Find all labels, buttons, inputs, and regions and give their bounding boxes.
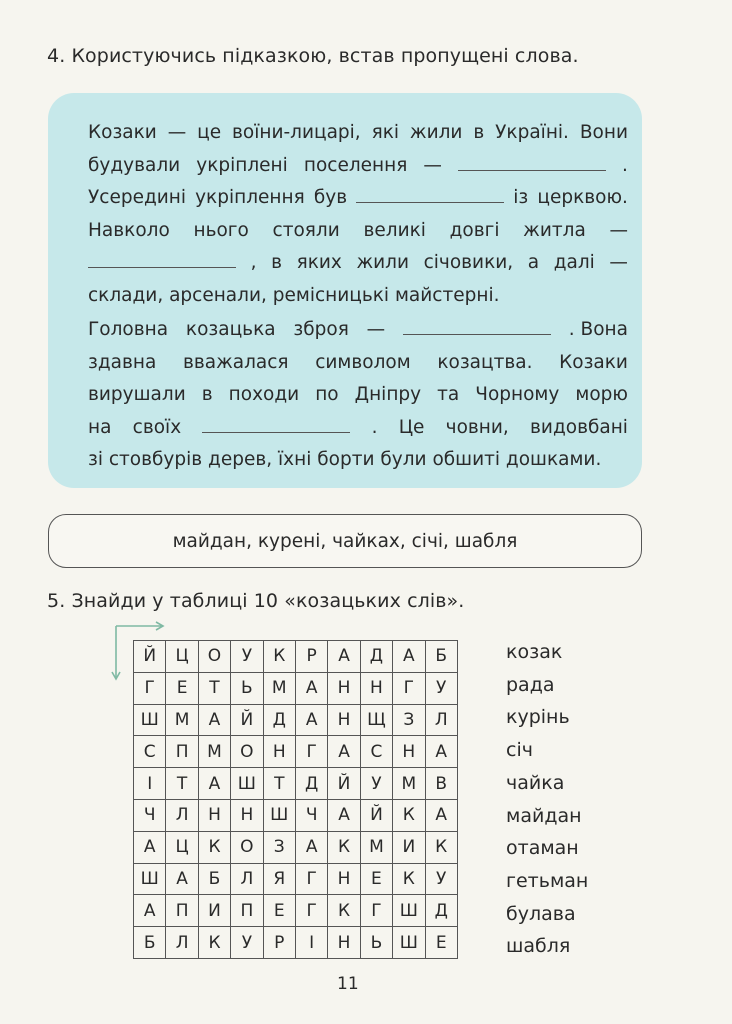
word: зі стовбурів дерев, їхні борти були обшиті дошками. (88, 449, 602, 470)
word: Дніпру (354, 384, 422, 405)
grid-cell[interactable]: А (296, 832, 328, 864)
word: жили (409, 122, 463, 143)
grid-cell[interactable]: У (361, 768, 393, 800)
word-list (506, 636, 588, 963)
word: був (313, 187, 348, 208)
grid-cell[interactable]: А (426, 736, 458, 768)
text-line (88, 150, 628, 183)
word: — (366, 319, 386, 340)
grid-cell[interactable]: А (199, 705, 231, 737)
word: а (527, 252, 540, 273)
grid-cell[interactable]: Я (264, 864, 296, 896)
word: в (473, 122, 485, 143)
word: . Вона (568, 319, 628, 340)
grid-cell[interactable]: Д (264, 705, 296, 737)
grid-cell[interactable]: Д (426, 895, 458, 927)
word: Козаки (88, 122, 157, 143)
word: козацтва. (437, 351, 533, 373)
grid-cell[interactable]: У (426, 673, 458, 705)
word: видовбані (530, 416, 628, 438)
word: своїх (132, 416, 182, 438)
task4-title: 4. Користуючись підказкою, встав пропущені слова. (47, 45, 579, 67)
grid-cell[interactable]: Н (328, 705, 360, 737)
text-line (88, 182, 628, 215)
grid-cell[interactable]: С (361, 736, 393, 768)
grid-cell[interactable]: Й (361, 800, 393, 832)
word: житла (523, 219, 586, 241)
word: , (250, 252, 257, 273)
word: це (197, 122, 222, 143)
grid-cell[interactable]: Н (393, 736, 425, 768)
text-line (88, 412, 628, 445)
grid-cell[interactable]: А (296, 673, 328, 705)
word: із (513, 187, 529, 208)
text-line (88, 280, 628, 313)
answer-blank[interactable] (356, 182, 504, 203)
word-list-item: отаман (506, 837, 579, 860)
grid-cell[interactable]: Й (231, 705, 263, 737)
grid-cell[interactable]: А (199, 768, 231, 800)
word: на (88, 416, 112, 438)
grid-cell[interactable]: У (231, 641, 263, 673)
word-list-item: гетьман (506, 869, 589, 892)
word: Головна (88, 319, 169, 340)
word: далі (553, 252, 595, 273)
word: церквою. (537, 187, 628, 208)
word: вирушали (88, 384, 186, 405)
grid-cell[interactable]: А (134, 832, 166, 864)
grid-cell[interactable]: М (264, 673, 296, 705)
grid-cell[interactable]: Щ (361, 705, 393, 737)
grid-cell[interactable]: И (199, 895, 231, 927)
grid-cell[interactable]: Е (426, 927, 458, 959)
word-list-item: січ (506, 739, 533, 762)
grid-cell[interactable]: Ш (393, 895, 425, 927)
word: поселення (303, 154, 408, 176)
grid-cell[interactable]: Ц (166, 641, 198, 673)
grid-cell[interactable]: Е (264, 895, 296, 927)
word: Усередині (88, 187, 187, 208)
word: нього (193, 219, 249, 241)
grid-cell[interactable]: К (264, 641, 296, 673)
grid-cell[interactable]: М (393, 768, 425, 800)
grid-cell[interactable]: Н (231, 800, 263, 832)
hint-text: майдан, курені, чайках, січі, шабля (172, 530, 518, 552)
grid-cell[interactable]: К (393, 800, 425, 832)
word-list-item: козак (506, 641, 563, 663)
text-line (88, 215, 628, 248)
word-list-item: майдан (506, 804, 582, 827)
text-line (88, 314, 628, 347)
word: стояли (272, 219, 340, 241)
grid-cell[interactable]: Т (199, 673, 231, 705)
grid-cell[interactable]: Й (328, 768, 360, 800)
grid-cell[interactable]: Ш (264, 800, 296, 832)
word: жили (356, 252, 409, 273)
grid-cell[interactable]: Е (166, 673, 198, 705)
word: та (437, 384, 460, 405)
grid-cell[interactable]: О (231, 736, 263, 768)
grid-cell[interactable]: Р (296, 641, 328, 673)
word: в (271, 252, 282, 273)
word: в (201, 384, 213, 405)
grid-cell[interactable]: А (134, 895, 166, 927)
word-list-item: рада (506, 673, 555, 696)
grid-cell[interactable]: Г (134, 673, 166, 705)
paragraph-2 (88, 314, 628, 477)
grid-cell[interactable]: П (231, 895, 263, 927)
word: — (423, 154, 442, 176)
grid-cell[interactable]: Г (393, 673, 425, 705)
grid-cell[interactable]: А (393, 641, 425, 673)
answer-blank[interactable] (458, 150, 606, 171)
word: склади, арсенали, ремісницькі майстерні. (88, 284, 500, 306)
word: — (167, 122, 187, 143)
word-list-item: чайка (506, 771, 565, 794)
grid-cell[interactable]: Л (166, 927, 198, 959)
grid-cell[interactable]: Ш (134, 705, 166, 737)
grid-cell[interactable]: Г (296, 895, 328, 927)
grid-cell[interactable]: Н (328, 927, 360, 959)
word: укріплені (196, 154, 288, 176)
text-line (88, 444, 628, 477)
word: човни, (445, 416, 509, 438)
answer-blank[interactable] (403, 314, 551, 335)
word: січовики, (423, 252, 514, 273)
grid-cell[interactable]: Г (296, 736, 328, 768)
grid-cell[interactable]: Ц (166, 832, 198, 864)
grid-cell[interactable]: Е (361, 864, 393, 896)
hint-box (48, 514, 642, 568)
grid-cell[interactable]: Т (264, 768, 296, 800)
word: укріплення (195, 187, 305, 208)
grid-cell[interactable]: А (426, 800, 458, 832)
grid-cell[interactable]: З (393, 705, 425, 737)
grid-cell[interactable]: К (328, 832, 360, 864)
grid-cell[interactable]: Г (361, 895, 393, 927)
word: Україні. (495, 122, 569, 143)
grid-cell[interactable]: А (328, 800, 360, 832)
word: . (371, 416, 378, 438)
grid-cell[interactable]: Ь (231, 673, 263, 705)
grid-cell[interactable]: З (264, 832, 296, 864)
word: Це (398, 416, 425, 438)
grid-cell[interactable]: О (199, 641, 231, 673)
word: воїни-лицарі, (231, 122, 361, 143)
word-list-item: шабля (506, 935, 571, 958)
grid-cell[interactable]: К (199, 927, 231, 959)
grid-cell[interactable]: Т (166, 768, 198, 800)
word: . (622, 154, 628, 176)
grid-cell[interactable]: Ч (134, 800, 166, 832)
word: козацька (185, 319, 276, 340)
grid-cell[interactable]: А (328, 641, 360, 673)
word: Вони (579, 122, 628, 143)
grid-cell[interactable]: Л (231, 864, 263, 896)
word: зброя (293, 319, 349, 340)
grid-cell[interactable]: У (426, 864, 458, 896)
word: яких (296, 252, 342, 273)
grid-cell[interactable]: К (393, 864, 425, 896)
grid-cell[interactable]: В (426, 768, 458, 800)
grid-cell[interactable]: Н (361, 673, 393, 705)
grid-cell[interactable]: Ш (231, 768, 263, 800)
grid-cell[interactable]: Д (296, 768, 328, 800)
grid-cell[interactable]: І (134, 768, 166, 800)
grid-cell[interactable]: Ь (361, 927, 393, 959)
grid-cell[interactable]: Ш (393, 927, 425, 959)
word: Козаки (559, 351, 628, 373)
grid-cell[interactable]: Н (328, 673, 360, 705)
page-number: 11 (337, 974, 359, 994)
grid-cell[interactable]: Д (361, 641, 393, 673)
task5-title: 5. Знайди у таблиці 10 «козацьких слів». (47, 590, 465, 612)
grid-cell[interactable]: Н (199, 800, 231, 832)
grid-cell[interactable]: Н (264, 736, 296, 768)
text-line (88, 247, 628, 280)
grid-cell[interactable]: Б (134, 927, 166, 959)
grid-cell[interactable]: Н (328, 864, 360, 896)
grid-cell[interactable]: М (361, 832, 393, 864)
word-list-item: булава (506, 902, 576, 925)
word: здавна (88, 351, 157, 373)
grid-cell[interactable]: Ч (296, 800, 328, 832)
word: довгі (449, 219, 500, 241)
grid-cell[interactable]: Р (264, 927, 296, 959)
grid-cell[interactable]: У (231, 927, 263, 959)
grid-cell[interactable]: М (199, 736, 231, 768)
grid-cell[interactable]: Ш (134, 864, 166, 896)
word: — (609, 252, 628, 273)
text-line (88, 347, 628, 380)
grid-cell[interactable]: Л (166, 800, 198, 832)
grid-cell[interactable]: П (166, 895, 198, 927)
grid-cell[interactable]: Л (426, 705, 458, 737)
grid-cell[interactable]: Г (296, 864, 328, 896)
grid-cell[interactable]: А (296, 705, 328, 737)
grid-cell[interactable]: К (199, 832, 231, 864)
word: по (315, 384, 339, 405)
paragraph-1 (88, 117, 628, 312)
grid-cell[interactable]: И (393, 832, 425, 864)
word: будували (88, 154, 181, 176)
grid-cell[interactable]: І (296, 927, 328, 959)
grid-cell[interactable]: Й (134, 641, 166, 673)
word: вважалася (182, 351, 289, 373)
grid-cell[interactable]: А (166, 864, 198, 896)
word-search-grid (133, 640, 458, 959)
grid-cell[interactable]: П (166, 736, 198, 768)
grid-cell[interactable]: К (328, 895, 360, 927)
word-list-item: курінь (506, 706, 570, 729)
grid-cell[interactable]: Б (426, 641, 458, 673)
grid-cell[interactable]: А (328, 736, 360, 768)
word: Навколо (88, 219, 170, 241)
grid-cell[interactable]: К (426, 832, 458, 864)
word: великі (363, 219, 426, 241)
grid-cell[interactable]: Б (199, 864, 231, 896)
word: символом (315, 351, 411, 373)
word: походи (228, 384, 300, 405)
word: які (371, 122, 400, 143)
grid-cell[interactable]: О (231, 832, 263, 864)
grid-cell[interactable]: С (134, 736, 166, 768)
word: — (609, 219, 628, 241)
word: морю (575, 384, 628, 405)
answer-blank[interactable] (202, 412, 350, 433)
word: Чорному (475, 384, 560, 405)
text-line (88, 117, 628, 150)
text-line (88, 379, 628, 412)
answer-blank[interactable] (88, 247, 236, 268)
grid-cell[interactable]: М (166, 705, 198, 737)
